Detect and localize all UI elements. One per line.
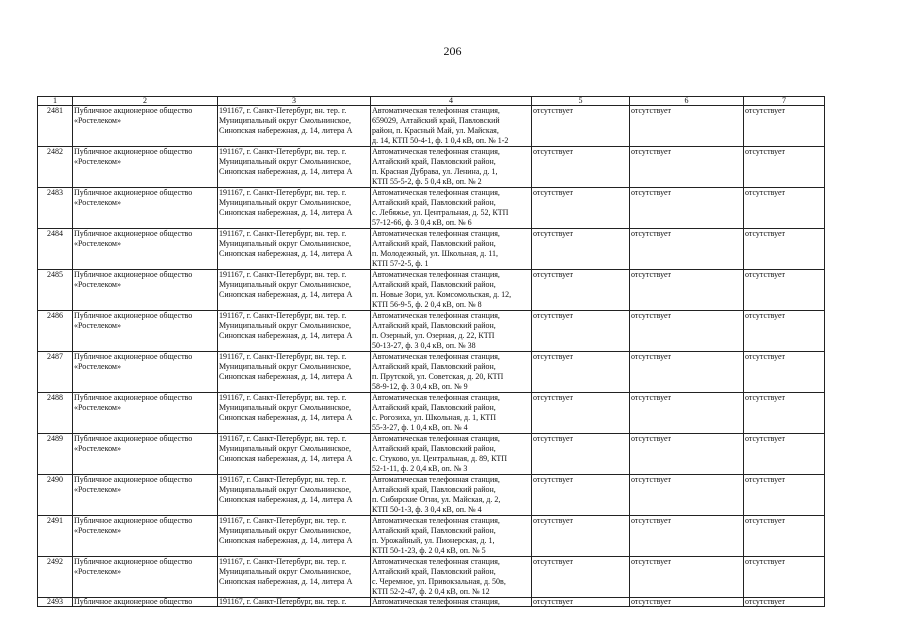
row-number <box>38 393 73 434</box>
col7-value-text: отсутствует <box>745 311 786 320</box>
owner-name-text: Публичное акционерное общество «Ростелеком» <box>74 188 193 207</box>
owner-address <box>218 270 371 311</box>
col6-value-text: отсутствует <box>631 434 672 443</box>
owner-name <box>73 393 218 434</box>
col7-value <box>744 393 825 434</box>
col5-value-text: отсутствует <box>533 434 574 443</box>
col5-value <box>532 188 630 229</box>
table-row <box>38 598 825 607</box>
owner-name-text: Публичное акционерное общество <box>74 597 193 606</box>
owner-address <box>218 106 371 147</box>
registry-table <box>37 96 825 607</box>
owner-name-text: Публичное акционерное общество «Ростелеком» <box>74 229 193 248</box>
col6-value <box>630 188 744 229</box>
object-description <box>371 434 532 475</box>
owner-address <box>218 393 371 434</box>
col5-value <box>532 434 630 475</box>
row-number <box>38 475 73 516</box>
owner-name <box>73 147 218 188</box>
col7-value <box>744 516 825 557</box>
col6-value-text: отсутствует <box>631 516 672 525</box>
table-row <box>38 147 825 188</box>
table-row <box>38 475 825 516</box>
col5-value <box>532 352 630 393</box>
row-number <box>38 147 73 188</box>
owner-address-text: 191167, г. Санкт-Петербург, вн. тер. г. Муниципальный округ Смольнинское, Синопская набережная, д. 14, литера А <box>219 106 353 135</box>
owner-name <box>73 516 218 557</box>
owner-address-text: 191167, г. Санкт-Петербург, вн. тер. г. Муниципальный округ Смольнинское, Синопская набережная, д. 14, литера А <box>219 229 353 258</box>
row-number-text: 2492 <box>47 557 63 566</box>
page-number: 206 <box>443 44 462 58</box>
owner-name <box>73 557 218 598</box>
col5-value-text: отсутствует <box>533 270 574 279</box>
object-description-text: Автоматическая телефонная станция, 659029, Алтайский край, Павловский район, п. Красный Май, ул. Майская, д. 14, КТП 50-4-1, ф. 1 0,4 кВ, оп. № 1-2 <box>372 106 509 145</box>
owner-address <box>218 516 371 557</box>
col7-value-text: отсутствует <box>745 393 786 402</box>
table-row <box>38 270 825 311</box>
owner-address-text: 191167, г. Санкт-Петербург, вн. тер. г. Муниципальный округ Смольнинское, Синопская набережная, д. 14, литера А <box>219 434 353 463</box>
col5-value <box>532 393 630 434</box>
owner-name-text: Публичное акционерное общество «Ростелеком» <box>74 106 193 125</box>
column-header-7: 7 <box>744 97 825 106</box>
object-description <box>371 147 532 188</box>
col6-value <box>630 393 744 434</box>
col7-value <box>744 352 825 393</box>
col5-value <box>532 147 630 188</box>
col7-value-text: отсутствует <box>745 229 786 238</box>
col7-value <box>744 598 825 607</box>
owner-address-text: 191167, г. Санкт-Петербург, вн. тер. г. <box>219 597 347 606</box>
col7-value <box>744 434 825 475</box>
owner-address-text: 191167, г. Санкт-Петербург, вн. тер. г. Муниципальный округ Смольнинское, Синопская набережная, д. 14, литера А <box>219 557 353 586</box>
table-header <box>38 97 825 106</box>
object-description <box>371 229 532 270</box>
col7-value <box>744 229 825 270</box>
col5-value-text: отсутствует <box>533 597 574 606</box>
col5-value-text: отсутствует <box>533 106 574 115</box>
col5-value <box>532 229 630 270</box>
col6-value-text: отсутствует <box>631 188 672 197</box>
owner-address-text: 191167, г. Санкт-Петербург, вн. тер. г. Муниципальный округ Смольнинское, Синопская набережная, д. 14, литера А <box>219 393 353 422</box>
column-header-2: 2 <box>73 97 218 106</box>
object-description-text: Автоматическая телефонная станция, Алтайский край, Павловский район, п. Прутской, ул. Советская, д. 20, КТП 58-9-12, ф. 3 0,4 кВ, оп. № 9 <box>372 352 504 391</box>
object-description <box>371 393 532 434</box>
row-number-text: 2482 <box>47 147 63 156</box>
col7-value-text: отсутствует <box>745 475 786 484</box>
col6-value <box>630 434 744 475</box>
row-number-text: 2491 <box>47 516 63 525</box>
owner-address-text: 191167, г. Санкт-Петербург, вн. тер. г. Муниципальный округ Смольнинское, Синопская набережная, д. 14, литера А <box>219 352 353 381</box>
col5-value <box>532 557 630 598</box>
col7-value <box>744 188 825 229</box>
col5-value <box>532 475 630 516</box>
col7-value-text: отсутствует <box>745 352 786 361</box>
row-number <box>38 311 73 352</box>
table-row <box>38 106 825 147</box>
col7-value-text: отсутствует <box>745 597 786 606</box>
col7-value <box>744 475 825 516</box>
row-number-text: 2483 <box>47 188 63 197</box>
row-number-text: 2488 <box>47 393 63 402</box>
owner-name-text: Публичное акционерное общество «Ростелеком» <box>74 311 193 330</box>
col6-value <box>630 311 744 352</box>
row-number <box>38 188 73 229</box>
object-description <box>371 106 532 147</box>
owner-address-text: 191167, г. Санкт-Петербург, вн. тер. г. Муниципальный округ Смольнинское, Синопская набережная, д. 14, литера А <box>219 147 353 176</box>
owner-name <box>73 311 218 352</box>
col5-value-text: отсутствует <box>533 475 574 484</box>
table-row <box>38 188 825 229</box>
col6-value-text: отсутствует <box>631 106 672 115</box>
col6-value <box>630 475 744 516</box>
row-number <box>38 434 73 475</box>
owner-name-text: Публичное акционерное общество «Ростелеком» <box>74 475 193 494</box>
owner-name <box>73 352 218 393</box>
col5-value <box>532 270 630 311</box>
object-description <box>371 475 532 516</box>
col6-value-text: отсутствует <box>631 311 672 320</box>
col5-value-text: отсутствует <box>533 352 574 361</box>
owner-name-text: Публичное акционерное общество «Ростелеком» <box>74 516 193 535</box>
col7-value-text: отсутствует <box>745 106 786 115</box>
col6-value-text: отсутствует <box>631 352 672 361</box>
col6-value <box>630 516 744 557</box>
owner-address <box>218 475 371 516</box>
owner-address-text: 191167, г. Санкт-Петербург, вн. тер. г. Муниципальный округ Смольнинское, Синопская набережная, д. 14, литера А <box>219 311 353 340</box>
col6-value <box>630 557 744 598</box>
col7-value <box>744 106 825 147</box>
col6-value-text: отсутствует <box>631 475 672 484</box>
col5-value <box>532 516 630 557</box>
owner-name-text: Публичное акционерное общество «Ростелеком» <box>74 270 193 289</box>
owner-name-text: Публичное акционерное общество «Ростелеком» <box>74 434 193 453</box>
col5-value-text: отсутствует <box>533 516 574 525</box>
row-number-text: 2493 <box>47 597 63 606</box>
object-description <box>371 516 532 557</box>
owner-name <box>73 106 218 147</box>
row-number <box>38 270 73 311</box>
object-description <box>371 598 532 607</box>
col6-value-text: отсутствует <box>631 270 672 279</box>
object-description <box>371 352 532 393</box>
owner-name <box>73 434 218 475</box>
owner-address <box>218 352 371 393</box>
col6-value <box>630 598 744 607</box>
col6-value <box>630 270 744 311</box>
col5-value <box>532 311 630 352</box>
row-number <box>38 557 73 598</box>
col5-value-text: отсутствует <box>533 557 574 566</box>
header-row <box>38 97 825 106</box>
column-header-1: 1 <box>38 97 73 106</box>
col6-value-text: отсутствует <box>631 393 672 402</box>
owner-address-text: 191167, г. Санкт-Петербург, вн. тер. г. Муниципальный округ Смольнинское, Синопская набережная, д. 14, литера А <box>219 270 353 299</box>
col7-value-text: отсутствует <box>745 188 786 197</box>
col6-value-text: отсутствует <box>631 557 672 566</box>
col7-value-text: отсутствует <box>745 434 786 443</box>
col6-value-text: отсутствует <box>631 229 672 238</box>
col7-value <box>744 557 825 598</box>
table-body <box>38 106 825 607</box>
owner-name-text: Публичное акционерное общество «Ростелеком» <box>74 352 193 371</box>
row-number-text: 2486 <box>47 311 63 320</box>
col6-value <box>630 352 744 393</box>
object-description-text: Автоматическая телефонная станция, Алтайский край, Павловский район, с. Лебяжье, ул. Центральная, д. 52, КТП 57-12-66, ф. 3 0,4 кВ, оп. № 6 <box>372 188 509 227</box>
column-header-3: 3 <box>218 97 371 106</box>
owner-address <box>218 311 371 352</box>
owner-name <box>73 598 218 607</box>
owner-name-text: Публичное акционерное общество «Ростелеком» <box>74 147 193 166</box>
col6-value-text: отсутствует <box>631 597 672 606</box>
table-row <box>38 516 825 557</box>
col5-value <box>532 106 630 147</box>
table-row <box>38 393 825 434</box>
row-number <box>38 598 73 607</box>
object-description-text: Автоматическая телефонная станция, Алтайский край, Павловский район, с. Стуково, ул. Центральная, д. 89, КТП 52-1-11, ф. 2 0,4 кВ, оп. № 3 <box>372 434 508 473</box>
column-header-5: 5 <box>532 97 630 106</box>
column-header-4: 4 <box>371 97 532 106</box>
table-row <box>38 557 825 598</box>
object-description <box>371 188 532 229</box>
object-description-text: Автоматическая телефонная станция, Алтайский край, Павловский район, п. Урожайный, ул. Пионерская, д. 1, КТП 50-1-23, ф. 2 0,4 кВ, оп. № 5 <box>372 516 500 555</box>
owner-name <box>73 229 218 270</box>
row-number-text: 2489 <box>47 434 63 443</box>
object-description-text: Автоматическая телефонная станция, Алтайский край, Павловский район, п. Озерный, ул. Озерная, д. 22, КТП 50-13-27, ф. 3 0,4 кВ, оп. № 38 <box>372 311 500 350</box>
row-number <box>38 516 73 557</box>
col5-value-text: отсутствует <box>533 229 574 238</box>
object-description <box>371 270 532 311</box>
col6-value <box>630 229 744 270</box>
object-description-text: Автоматическая телефонная станция, Алтайский край, Павловский район, с. Черемное, ул. Привокзальная, д. 50в, КТП 52-2-47, ф. 2 0,4 кВ, оп. № 12 <box>372 557 506 596</box>
owner-address-text: 191167, г. Санкт-Петербург, вн. тер. г. Муниципальный округ Смольнинское, Синопская набережная, д. 14, литера А <box>219 475 353 504</box>
column-header-6: 6 <box>630 97 744 106</box>
row-number-text: 2485 <box>47 270 63 279</box>
col6-value <box>630 147 744 188</box>
owner-address <box>218 557 371 598</box>
col7-value-text: отсутствует <box>745 270 786 279</box>
owner-name-text: Публичное акционерное общество «Ростелеком» <box>74 393 193 412</box>
object-description-text: Автоматическая телефонная станция, <box>372 597 500 606</box>
object-description-text: Автоматическая телефонная станция, Алтайский край, Павловский район, п. Сибирские Огни, ул. Майская, д. 2, КТП 50-1-3, ф. 3 0,4 кВ, оп. № 4 <box>372 475 501 514</box>
table-row <box>38 352 825 393</box>
col7-value-text: отсутствует <box>745 557 786 566</box>
col7-value <box>744 270 825 311</box>
object-description <box>371 557 532 598</box>
col5-value <box>532 598 630 607</box>
table-row <box>38 434 825 475</box>
row-number <box>38 352 73 393</box>
owner-address <box>218 188 371 229</box>
col7-value-text: отсутствует <box>745 516 786 525</box>
owner-address <box>218 229 371 270</box>
col5-value-text: отсутствует <box>533 147 574 156</box>
owner-name-text: Публичное акционерное общество «Ростелеком» <box>74 557 193 576</box>
object-description <box>371 311 532 352</box>
col7-value <box>744 147 825 188</box>
col7-value <box>744 311 825 352</box>
owner-address <box>218 147 371 188</box>
row-number-text: 2490 <box>47 475 63 484</box>
row-number-text: 2484 <box>47 229 63 238</box>
row-number <box>38 229 73 270</box>
owner-address-text: 191167, г. Санкт-Петербург, вн. тер. г. Муниципальный округ Смольнинское, Синопская набережная, д. 14, литера А <box>219 188 353 217</box>
object-description-text: Автоматическая телефонная станция, Алтайский край, Павловский район, п. Красная Дубрава, ул. Ленина, д. 1, КТП 55-5-2, ф. 5 0,4 кВ, оп. № 2 <box>372 147 500 186</box>
col6-value-text: отсутствует <box>631 147 672 156</box>
owner-name <box>73 270 218 311</box>
row-number-text: 2481 <box>47 106 63 115</box>
table-row <box>38 229 825 270</box>
col6-value <box>630 106 744 147</box>
owner-name <box>73 188 218 229</box>
col5-value-text: отсутствует <box>533 311 574 320</box>
col7-value-text: отсутствует <box>745 147 786 156</box>
owner-address <box>218 598 371 607</box>
row-number-text: 2487 <box>47 352 63 361</box>
object-description-text: Автоматическая телефонная станция, Алтайский край, Павловский район, п. Новые Зори, ул. Комсомольская, д. 12, КТП 56-9-5, ф. 2 0,4 кВ, оп. № 8 <box>372 270 512 309</box>
owner-name <box>73 475 218 516</box>
owner-address-text: 191167, г. Санкт-Петербург, вн. тер. г. Муниципальный округ Смольнинское, Синопская набережная, д. 14, литера А <box>219 516 353 545</box>
table-row <box>38 311 825 352</box>
owner-address <box>218 434 371 475</box>
col5-value-text: отсутствует <box>533 393 574 402</box>
row-number <box>38 106 73 147</box>
object-description-text: Автоматическая телефонная станция, Алтайский край, Павловский район, с. Рогозиха, ул. Школьная, д. 1, КТП 55-3-27, ф. 1 0,4 кВ, оп. № 4 <box>372 393 500 432</box>
col5-value-text: отсутствует <box>533 188 574 197</box>
object-description-text: Автоматическая телефонная станция, Алтайский край, Павловский район, п. Молодежный, ул. Школьная, д. 11, КТП 57-2-5, ф. 1 <box>372 229 500 268</box>
